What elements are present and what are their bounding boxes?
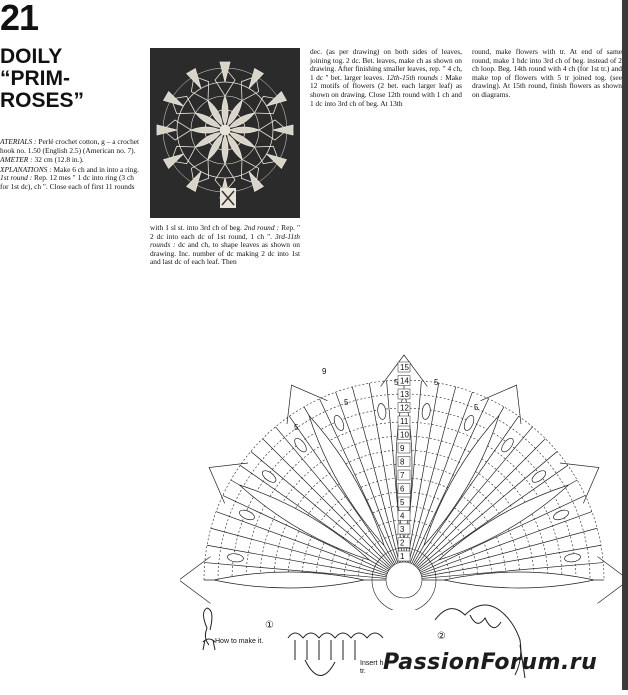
round2-text: Rep. " 2 dc into each dc of 1st round, 1 ch ".	[150, 223, 300, 241]
instructions-paragraph	[150, 224, 300, 267]
insert-text-2: tr.	[360, 668, 366, 675]
point-motif	[560, 463, 599, 503]
leaf-stitch-count: 9	[322, 367, 327, 376]
round-number: 8	[400, 457, 405, 467]
round-number: 6	[400, 484, 405, 494]
materials-paragraph	[0, 138, 140, 155]
flower-petal	[238, 508, 256, 522]
pattern-title	[0, 46, 84, 112]
leaf-stitch-count: 5	[394, 378, 399, 387]
round-number: 13	[400, 390, 409, 399]
leaf-stitch-count: 5	[474, 403, 479, 412]
explanations-text: Make 6 ch and in into a ring.	[53, 164, 139, 174]
explanations-label: XPLANATIONS :	[0, 164, 52, 174]
point-motif	[481, 385, 521, 424]
col4-text: round, make flowers with tr. At end of same round, make 1 hdc into 3rd ch of beg. instead of 2 ch loop. Beg. 14th round with 4 ch (for 1st tr.) and make top of flowers with 5 tr joined tog. (see drawing). At 15th round, finish flowers as shown on diagrams.	[472, 47, 622, 99]
flower-petal	[421, 403, 431, 420]
flower-petal	[530, 468, 548, 484]
round-number: 15	[400, 363, 409, 372]
leaf-stitch-count: 5	[294, 423, 299, 432]
flower-petal	[564, 553, 581, 563]
round1-text: Rep. 12 mes " 1 dc into ring (3 ch for 1st dc), ch ". Close each of first 11 rounds	[0, 173, 135, 191]
flower-petal	[377, 403, 387, 420]
flower-petal	[332, 414, 346, 432]
instructions-column-2	[150, 224, 300, 267]
page-number: 21	[0, 0, 39, 38]
round-number: 10	[400, 430, 409, 440]
round2-label: 2nd round :	[244, 223, 280, 232]
diameter-text: 32 cm (12.8 in.).	[34, 155, 84, 165]
rounds-12-15-label: 12th-15th rounds :	[386, 72, 443, 82]
round-number: 14	[400, 376, 409, 386]
round-number: 5	[400, 498, 405, 507]
round-number: 11	[400, 417, 409, 426]
instructions-paragraph	[310, 48, 462, 108]
materials-column	[0, 138, 140, 193]
materials-label: ATERIALS :	[0, 137, 37, 146]
watermark: PassionForum.ru	[383, 650, 598, 675]
title-line: DOILY	[0, 45, 63, 68]
round-number: 12	[400, 403, 409, 413]
round-number: 4	[400, 511, 405, 521]
diameter-paragraph	[0, 156, 140, 165]
col2-text: with 1 sl st. into 3rd ch of beg.	[150, 223, 242, 232]
how-to-illustrations	[185, 600, 628, 690]
rounds-12-15-text: Make 12 motifs of flowers (2 bet. each larger leaf) as shown on drawing. Close 12th round with 1 ch and 1 dc into 3rd ch of beg. At 13th	[310, 72, 463, 108]
point-motif	[287, 385, 327, 424]
flower-petal	[227, 553, 244, 563]
page-edge-shadow	[622, 0, 628, 690]
flower-petal	[260, 468, 278, 484]
flower-petal	[499, 436, 515, 454]
doily-photo	[150, 48, 300, 218]
insert-hook-note	[360, 660, 383, 676]
round-number: 3	[400, 525, 405, 534]
materials-text: Perlé crochet cotton, g – a crochet hook no. 1.50 (English 2.5) (American no. 7).	[0, 137, 140, 155]
leaf-stitch-count: 5	[434, 378, 439, 387]
crochet-chart-diagram	[180, 330, 628, 610]
center-ring	[386, 562, 422, 598]
round-number: 2	[400, 538, 405, 548]
instructions-column-4	[472, 48, 622, 100]
col3-text: dec. (as per drawing) on both sides of leaves, joining tog. 2 dc. Bet. leaves, make ch as shown on drawing. After finishing smaller leaves, rep. " 4 ch, 1 dc " bet. larger leaves.	[310, 47, 462, 82]
step-2-marker: ②	[437, 631, 446, 642]
explanations-paragraph	[0, 166, 140, 192]
round-number: 7	[400, 471, 405, 480]
round-number: 9	[400, 444, 405, 453]
rounds-3-11-label: 3rd-11th rounds :	[150, 231, 300, 250]
round-number: 1	[400, 552, 405, 561]
insert-text: Insert h	[360, 660, 384, 667]
flower-petal	[292, 436, 308, 454]
rounds-3-11-text: dc and ch, to shape leaves as shown on drawing. Inc. number of dc making 2 dc into 1st and last dc of each leaf. Then	[150, 240, 301, 267]
title-line: ROSES”	[0, 89, 85, 112]
title-line: “PRIM-	[0, 67, 70, 90]
round1-label: 1st round :	[0, 173, 33, 183]
instructions-column-3	[310, 48, 462, 108]
point-motif	[209, 463, 248, 503]
how-to-label: How to make it.	[215, 638, 264, 645]
diameter-label: AMETER :	[0, 155, 33, 165]
leaf-stitch-count: 5	[344, 398, 349, 407]
step-1-marker: ①	[265, 620, 274, 631]
